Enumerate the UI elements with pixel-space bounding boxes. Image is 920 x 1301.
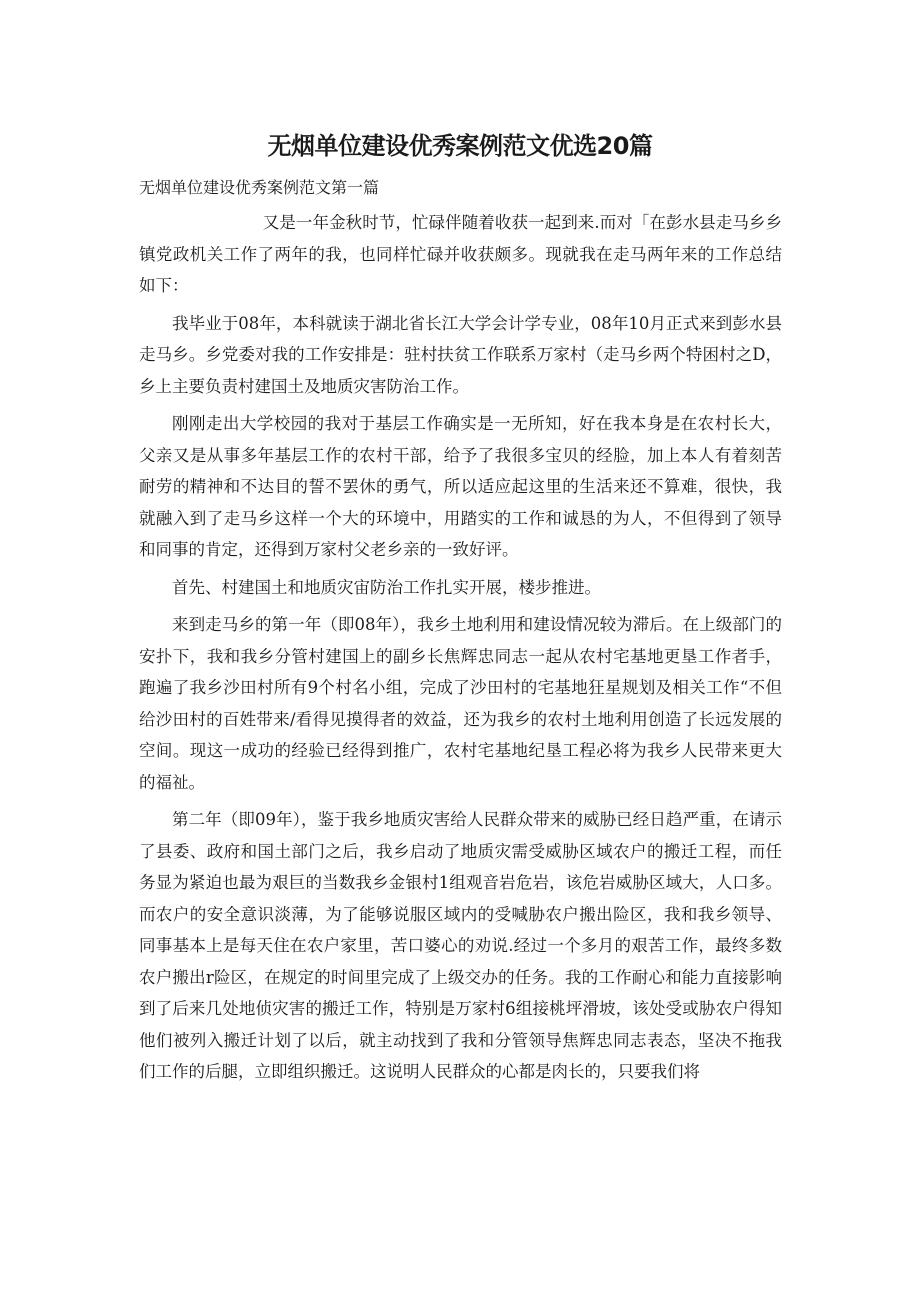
paragraph-first-year: 来到走马乡的第一年（即08年），我乡土地利用和建设情况较为滞后。在上级部门的安扑下，我和我乡分管村建国上的副乡长焦辉忠同志一起从农村宅基地更垦工作者手，跑遍了我乡沙田村所有9个村名小组，完成了沙田村的宅基地狂星规划及相关工作“不但给沙田村的百姓带来/看得见摸得者的效益，还为我乡的农村土地利用创造了长远发展的空间。现这一成功的经验已经得到推广，农村宅基地纪垦工程必将为我乡人民带来更大的福祉。 xyxy=(139,615,782,792)
paragraph-adaptation: 刚刚走出大学校园的我对于基层工作确实是一无所知，好在我本身是在农村长大，父亲又是从事多年基层工作的农村干部，给予了我很多宝贝的经脸，加上本人有着刻苦耐劳的精神和不达目的誓不罢休的勇气，所以适应起这里的生活来还不算难，很快，我就融入到了走马乡这样一个大的环境中，用踏实的工作和诚恳的为人，不但得到了领导和同事的肯定，还得到万家村父老乡亲的一致好评。 xyxy=(139,414,782,559)
paragraph-background: 我毕业于08年，本科就读于湖北省长江大学会计学专业，08年10月正式来到彭水县走马乡。乡党委对我的工作安排是：驻村扶贫工作联系万家村（走马乡两个特困村之D，乡上主要负责村建国土及地质灾害防治工作。 xyxy=(139,313,782,396)
section-heading: 无烟单位建设优秀案例范文第一篇 xyxy=(139,178,380,197)
document-title: 无烟单位建设优秀案例范文优选20篇 xyxy=(267,132,653,160)
paragraph-second-year: 第二年（即09年），鉴于我乡地质灾害给人民群众带来的威胁已经日趋严重，在请示了县委、政府和国土部门之后，我乡启动了地质灾需受威胁区域农户的搬迁工程，而任务显为紧迫也最为艰巨的当数我乡金银村1组观音岩危岩，该危岩威胁区域大，人口多。而农户的安全意识淡薄，为了能够说服区域内的受喊胁农户搬出险区，我和我乡领导、同事基本上是每天住在农户家里，苦口婆心的劝说.经过一个多月的艰苦工作，最终多数农户搬出r险区，在规定的时间里完成了上级交办的任务。我的工作耐心和能力直接影响到了后来几处地侦灾害的搬迁工作，特别是万家村6组接桃坪滑坡，该处受或胁农户得知他们被列入搬迁计划了以后，就主动找到了我和分管领导焦辉忠同志表态，坚决不拖我们工作的后腿，立即组织搬迁。这说明人民群众的心都是肉长的，只要我们将 xyxy=(139,810,782,1081)
document-body xyxy=(139,207,782,1094)
paragraph-first-point: 首先、村建国土和地质灾宙防治工作扎实开展，楼步推进。 xyxy=(172,577,601,597)
paragraph-intro: 又是一年金秋时节，忙碌伴随着收获一起到来.而对「在彭水县走马乡乡镇党政机关工作了两年的我，也同样忙碌并收获颇多。现就我在走马两年来的工作总结如下： xyxy=(139,213,782,295)
